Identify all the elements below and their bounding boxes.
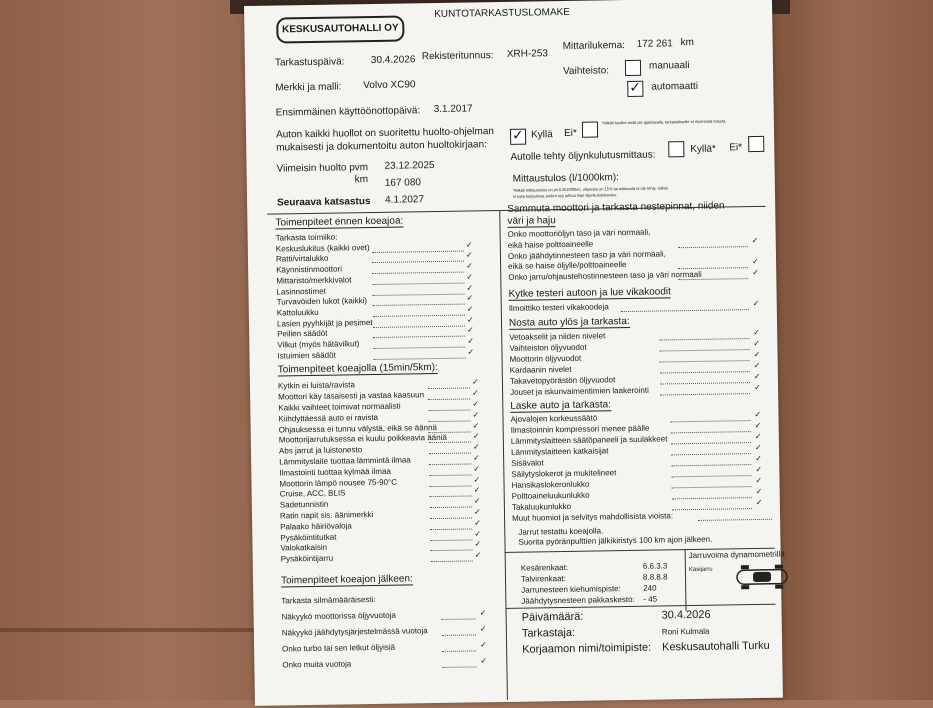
checklist-item: Keskuslukitus (kaikki ovet): [275, 242, 370, 254]
shop-name: Keskusautohalli Turku: [662, 639, 770, 654]
checklist-item: Takaluukunlukko: [511, 501, 572, 512]
dotted-leader: [372, 272, 464, 274]
checklist-item: Pysäköintijarru: [280, 553, 334, 564]
dotted-leader: [660, 382, 750, 384]
check-mark-icon: ✓: [755, 475, 763, 485]
dotted-leader: [373, 314, 465, 316]
checklist-item: Ilmastointi tuottaa kylmää ilmaa: [279, 466, 392, 478]
left-column: [275, 214, 501, 697]
checklist-item: Moottorin öljyvuodot: [509, 353, 582, 364]
brake-fluid-boiling-label: Jarrunesteen kiehumispiste:: [521, 583, 621, 595]
check-mark-icon: ✓: [472, 399, 480, 409]
checklist-item: Sisävalot: [511, 458, 544, 468]
signature-date-label: Päivämäärä:: [521, 610, 584, 624]
gearbox-auto-label: automaatti: [651, 80, 699, 93]
check-mark-icon: ✓: [753, 338, 761, 348]
check-mark-icon: ✓: [480, 656, 488, 666]
checklist-item: eikä haise polttoaineelle: [507, 239, 594, 250]
dotted-leader: [671, 453, 751, 455]
dotted-leader: [372, 250, 464, 252]
dotted-leader: [430, 485, 472, 487]
registration-label: Rekisteritunnus:: [421, 50, 494, 63]
inspector-label: Tarkastaja:: [521, 626, 576, 640]
dotted-leader: [659, 338, 749, 340]
inspection-date-value: 30.4.2026: [370, 54, 416, 67]
dotted-leader: [373, 336, 465, 338]
checklist-item: Näkyykö jäähdytysjärjestelmässä vuotoja: [281, 626, 428, 638]
checklist-item: Käynnistinmoottori: [276, 264, 343, 275]
leather-seat-left: [0, 0, 265, 700]
checklist-item: Lasinnostimet: [276, 286, 326, 297]
form-title: KUNTOTARKASTUSLOMAKE: [434, 6, 571, 21]
registration-value: XRH-253: [506, 48, 549, 60]
dotted-leader: [430, 528, 472, 530]
gearbox-label: Vaihteisto:: [562, 65, 610, 77]
service-yes-checkbox[interactable]: [510, 126, 526, 145]
checklist-item: Näkyykö moottorissa öljyvuotoja: [281, 610, 396, 622]
inspector-name: Roni Kulmala: [661, 626, 710, 637]
check-mark-icon: ✓: [466, 272, 474, 282]
check-mark-icon: ✓: [471, 377, 479, 387]
right-column: [507, 200, 785, 704]
first-registration-label: Ensimmäinen käyttöönottopäivä:: [275, 105, 421, 119]
dotted-leader: [430, 496, 472, 498]
notes-line: [698, 518, 772, 520]
gearbox-auto-checkbox[interactable]: [627, 78, 643, 97]
section-title-lift: Nosta auto ylös ja tarkasta:: [508, 315, 630, 329]
dotted-leader: [442, 666, 476, 668]
dotted-leader: [660, 360, 750, 362]
checklist-item: Palaako häiriövaloja: [280, 521, 352, 532]
check-mark-icon: ✓: [629, 78, 642, 95]
check-mark-icon: ✓: [472, 420, 480, 431]
oil-test-no-label: Ei*: [729, 142, 743, 154]
check-mark-icon: ✓: [755, 453, 762, 464]
dotted-leader: [430, 507, 472, 509]
check-mark-icon: ✓: [755, 464, 763, 474]
check-mark-icon: ✓: [473, 507, 481, 517]
winter-tyres-value: 8.8.8.8: [642, 571, 668, 582]
check-mark-icon: ✓: [754, 443, 762, 453]
checklist-item: Abs jarrut ja luistonesto: [278, 445, 363, 456]
checklist-item: Vetoakselit ja niiden nivelet: [509, 331, 606, 342]
service-no-checkbox[interactable]: [582, 121, 598, 137]
dotted-leader: [672, 486, 752, 488]
check-mark-icon: ✓: [474, 528, 482, 539]
dotted-leader: [429, 474, 471, 476]
checklist-item: Lämmityslaitteen säätöpaneeli ja suulakkeet: [510, 434, 668, 447]
checklist-item: Ohjauksessa ei tunnu välystä, eikä se äännä: [278, 422, 438, 435]
oil-footnote-2: ei kata korjauksia, joiden syy johtuu liian öljynkulutuksesta.: [512, 192, 617, 199]
section-title-test-drive: Toimenpiteet koeajolla (15min/5km):: [277, 362, 438, 376]
check-mark-icon: ✓: [752, 298, 760, 309]
odometer-unit: km: [680, 36, 695, 49]
dyno-label: Jarruvoima dynamometrillä: [688, 549, 785, 560]
coolant-frost-label: Jäähdytysnesteen pakkaskesto:: [521, 594, 635, 606]
first-registration-value: 3.1.2017: [433, 103, 473, 116]
checklist-item: Moottorin lämpö nousee 75-90°C: [279, 477, 398, 489]
check-mark-icon: ✓: [473, 485, 481, 495]
check-mark-icon: ✓: [466, 293, 474, 303]
dotted-leader: [660, 393, 750, 395]
dotted-leader: [372, 282, 464, 284]
check-mark-icon: ✓: [479, 608, 487, 618]
seat-seam: [0, 628, 265, 632]
last-service-km: 167 080: [384, 177, 422, 189]
check-mark-icon: ✓: [465, 250, 473, 260]
checklist-item: Ilmoittiko testeri vikakoodeja: [508, 302, 609, 313]
dotted-leader: [373, 293, 465, 295]
coolant-frost-value: - 45: [643, 594, 658, 604]
checklist-item: Lämmityslaite tuottaa lämmintä ilmaa: [279, 455, 411, 467]
last-service-km-label: km: [354, 174, 369, 186]
dotted-leader: [672, 508, 752, 510]
note-line-1: Jarrut testattu koeajolla.: [518, 525, 604, 537]
checklist-item: Istuimien säädöt: [277, 350, 336, 361]
check-mark-icon: ✓: [474, 518, 481, 528]
checklist-item: Kiihdyttäessä auto ei ravista: [278, 412, 379, 424]
check-mark-icon: ✓: [472, 442, 480, 452]
dotted-leader: [442, 634, 476, 636]
next-inspection-label: Seuraava katsastus: [277, 196, 371, 209]
check-mark-icon: ✓: [752, 268, 760, 278]
dotted-leader: [374, 357, 466, 359]
inspection-form-sheet: [244, 0, 783, 706]
next-inspection-value: 4.1.2027: [384, 194, 425, 206]
check-mark-icon: ✓: [479, 624, 487, 634]
checklist-item: Moottorijarrutuksessa ei kuulu poikkeavia ääniä: [278, 433, 447, 445]
section-title-diagnostics: Kytke testeri autoon ja lue vikakoodit: [508, 286, 671, 300]
oil-test-no-checkbox[interactable]: [748, 136, 764, 152]
check-mark-icon: ✓: [511, 126, 524, 143]
model-value: Volvo XC90: [363, 79, 416, 92]
note-line-2: Suorita pyöränpulttien jälkikiristys 100 km ajon jälkeen.: [518, 534, 713, 547]
dotted-leader: [373, 347, 465, 349]
check-mark-icon: ✓: [479, 640, 487, 650]
checklist-item: Jouset ja iskunvaimentimien laakerointi: [510, 385, 649, 397]
dyno-divider: [685, 549, 687, 611]
dotted-leader: [671, 431, 751, 433]
last-service-label: Viimeisin huolto pvm: [276, 162, 369, 175]
dotted-leader: [660, 371, 750, 373]
checklist-item: Kaikki vaihteet toimivat normaalisti: [278, 401, 401, 413]
checklist-item: Sadetunnistin: [279, 499, 329, 510]
check-mark-icon: ✓: [751, 235, 759, 245]
winter-tyres-label: Talvirenkaat:: [520, 573, 567, 584]
model-label: Merkki ja malli:: [275, 81, 342, 94]
dotted-leader: [428, 388, 470, 390]
service-footnote: *Mikäli huollot eivät ole ajantasalla, tarkastukselle ei myönnetä tulosta.: [601, 118, 727, 126]
check-mark-icon: ✓: [473, 474, 481, 485]
check-subtitle: Tarkasta toimiiko:: [275, 232, 338, 243]
check-mark-icon: ✓: [754, 432, 762, 442]
dotted-leader: [671, 464, 751, 466]
checklist-item: Onko moottoriöljyn taso ja väri normaali,: [507, 227, 651, 239]
dotted-leader: [621, 309, 749, 312]
check-mark-icon: ✓: [473, 464, 481, 474]
gearbox-manual-label: manuaali: [648, 60, 690, 72]
dotted-leader: [372, 261, 464, 263]
service-question-line1: Auton kaikki huollot on suoritettu huolto-ohjelman: [275, 126, 495, 141]
dotted-leader: [429, 453, 471, 455]
dotted-leader: [442, 650, 476, 652]
checklist-item: Ajovalojen korkeussäätö: [510, 413, 598, 425]
checklist-item: Turvavöiden lukot (kaikki): [276, 296, 368, 307]
checklist-item: Vilkut (myös hätävilkut): [277, 339, 360, 350]
check-mark-icon: ✓: [753, 371, 761, 381]
check-mark-icon: ✓: [466, 261, 473, 271]
dotted-leader: [671, 420, 751, 422]
dotted-leader: [672, 497, 752, 499]
check-subtitle: Tarkasta silmämääräisesti:: [281, 595, 376, 606]
checklist-item: Vaihteiston öljyvuodot: [509, 342, 587, 353]
dotted-leader: [428, 399, 470, 401]
last-service-date: 23.12.2025: [384, 160, 435, 172]
check-mark-icon: ✓: [752, 257, 759, 267]
checklist-item: Kattoluukku: [276, 307, 319, 318]
dotted-leader: [430, 517, 472, 519]
checklist-item: Pysäköintitutkat: [280, 532, 337, 543]
dotted-leader: [428, 409, 470, 411]
section-title-fluids-1: Sammuta moottori ja tarkasta nestepinnat, niiden: [507, 200, 725, 215]
check-mark-icon: ✓: [753, 360, 761, 370]
oil-test-label: Autolle tehty öljynkulutusmittaus:: [510, 149, 656, 163]
checklist-item: Cruise, ACC, BLIS: [279, 488, 346, 499]
brake-fluid-boiling-value: 240: [643, 583, 657, 593]
dotted-leader: [659, 349, 749, 351]
check-mark-icon: ✓: [472, 431, 480, 441]
dotted-leader: [373, 304, 465, 306]
gearbox-manual-checkbox[interactable]: [625, 60, 641, 76]
check-mark-icon: ✓: [466, 282, 474, 293]
summer-tyres-value: 6.6.3.3: [642, 560, 668, 571]
summer-tyres-label: Kesärenkaat:: [520, 562, 569, 573]
checklist-item: Takavetopyörästön öljyvuodot: [509, 374, 616, 386]
column-divider: [499, 210, 508, 700]
service-yes-label: Kyllä: [530, 129, 553, 141]
checklist-item: Peilien säädöt: [277, 329, 328, 339]
checklist-item: Valokatkaisin: [280, 543, 328, 553]
oil-result-label: Mittaustulos (l/1000km):: [512, 172, 619, 185]
dotted-leader: [430, 539, 472, 541]
check-mark-icon: ✓: [753, 382, 761, 392]
dotted-leader: [671, 442, 751, 444]
section-title-lower: Laske auto ja tarkasta:: [510, 399, 612, 413]
check-mark-icon: ✓: [467, 325, 474, 335]
checklist-item: Kytkin ei luista/ravista: [277, 380, 355, 391]
odometer-value: 172 261: [636, 38, 673, 50]
section-title-fluids-2: väri ja haju: [507, 215, 556, 227]
checklist-item: Ilmastoinnin kompressori menee päälle: [510, 423, 650, 436]
check-mark-icon: ✓: [754, 410, 762, 420]
check-mark-icon: ✓: [466, 304, 474, 314]
checklist-item: Hansikaslokeronlukko: [511, 479, 590, 490]
dotted-leader: [442, 618, 476, 620]
section-title-before-drive: Toimenpiteet ennen koeajoa:: [275, 215, 404, 229]
car-diagram-icon: [733, 561, 792, 597]
oil-footnote-1: *Mikäli mittaustulos on yli 0,2l/1000km, ohjeesta on 15% tai mittausta ei ole tehty, tulkoo: [512, 185, 669, 193]
check-mark-icon: ✓: [467, 336, 475, 346]
checklist-item: Ratin napit sis. äänimerkki: [279, 510, 374, 521]
checklist-item: Moottori käy tasaisesti ja vastaa kaasuun: [278, 390, 425, 402]
notes-label: Muut huomiot ja selvitys mahdollisista vioista:: [512, 510, 674, 523]
check-mark-icon: ✓: [754, 421, 762, 431]
dotted-leader: [671, 475, 751, 477]
checklist-item: Lasien pyyhkijät ja pesimet: [276, 317, 373, 329]
service-question-line2: mukaisesti ja dokumentoitu auton huoltokirjaan:: [276, 139, 487, 154]
check-mark-icon: ✓: [465, 240, 473, 250]
company-logo: KESKUSAUTOHALLI OY: [276, 15, 404, 43]
check-mark-icon: ✓: [473, 453, 480, 463]
checklist-item: Mittaristo/merkkivalot: [276, 275, 352, 286]
check-mark-icon: ✓: [472, 410, 480, 420]
dotted-leader: [429, 463, 471, 465]
dotted-leader: [373, 325, 465, 327]
check-mark-icon: ✓: [474, 539, 482, 549]
dotted-leader: [431, 561, 473, 563]
check-mark-icon: ✓: [753, 327, 760, 338]
dotted-leader: [431, 550, 473, 552]
checklist-item: Onko jäähdytinnesteen taso ja väri normaali,: [507, 248, 666, 261]
check-mark-icon: ✓: [753, 349, 761, 359]
dotted-leader: [429, 442, 471, 444]
check-mark-icon: ✓: [472, 388, 479, 398]
handbrake-label: Käsijarru: [688, 566, 713, 573]
signature-date-value: 30.4.2026: [661, 608, 711, 622]
service-no-label: Ei*: [563, 127, 577, 139]
checklist-item: Säilytyslokerot ja mukitelineet: [511, 468, 617, 479]
oil-test-yes-checkbox[interactable]: [668, 141, 684, 157]
inspection-date-label: Tarkastuspäivä:: [274, 56, 345, 69]
odometer-label: Mittarilukema:: [562, 40, 626, 52]
check-mark-icon: ✓: [755, 497, 763, 507]
check-mark-icon: ✓: [466, 315, 474, 325]
checklist-item: Kardaanin nivelet: [509, 364, 572, 375]
checklist-item: Onko muita vuotoja: [282, 659, 352, 670]
checklist-item: Lämmityslaitteen katkaisijat: [510, 446, 609, 457]
check-mark-icon: ✓: [473, 496, 481, 506]
check-mark-icon: ✓: [467, 347, 475, 357]
checklist-item: eikä se haise öljylle/polttoaineelle: [508, 260, 627, 272]
checklist-item: Onko jarru/ohjaustehostinnesteen taso ja väri normaali: [508, 270, 702, 283]
section-title-after-drive: Toimenpiteet koeajon jälkeen:: [280, 573, 413, 587]
checklist-item: Onko turbo tai sen letkut öljyisiä: [282, 642, 396, 654]
checklist-item: Polttoaineluukunlukko: [511, 490, 590, 501]
checklist-item: Ratti/virtalukko: [275, 254, 329, 264]
oil-test-yes-label: Kyllä*: [690, 143, 716, 156]
dotted-leader: [678, 278, 748, 280]
dotted-leader: [678, 246, 748, 248]
check-mark-icon: ✓: [474, 550, 482, 560]
shop-label: Korjaamon nimi/toimipiste:: [522, 641, 652, 656]
check-mark-icon: ✓: [755, 486, 763, 496]
